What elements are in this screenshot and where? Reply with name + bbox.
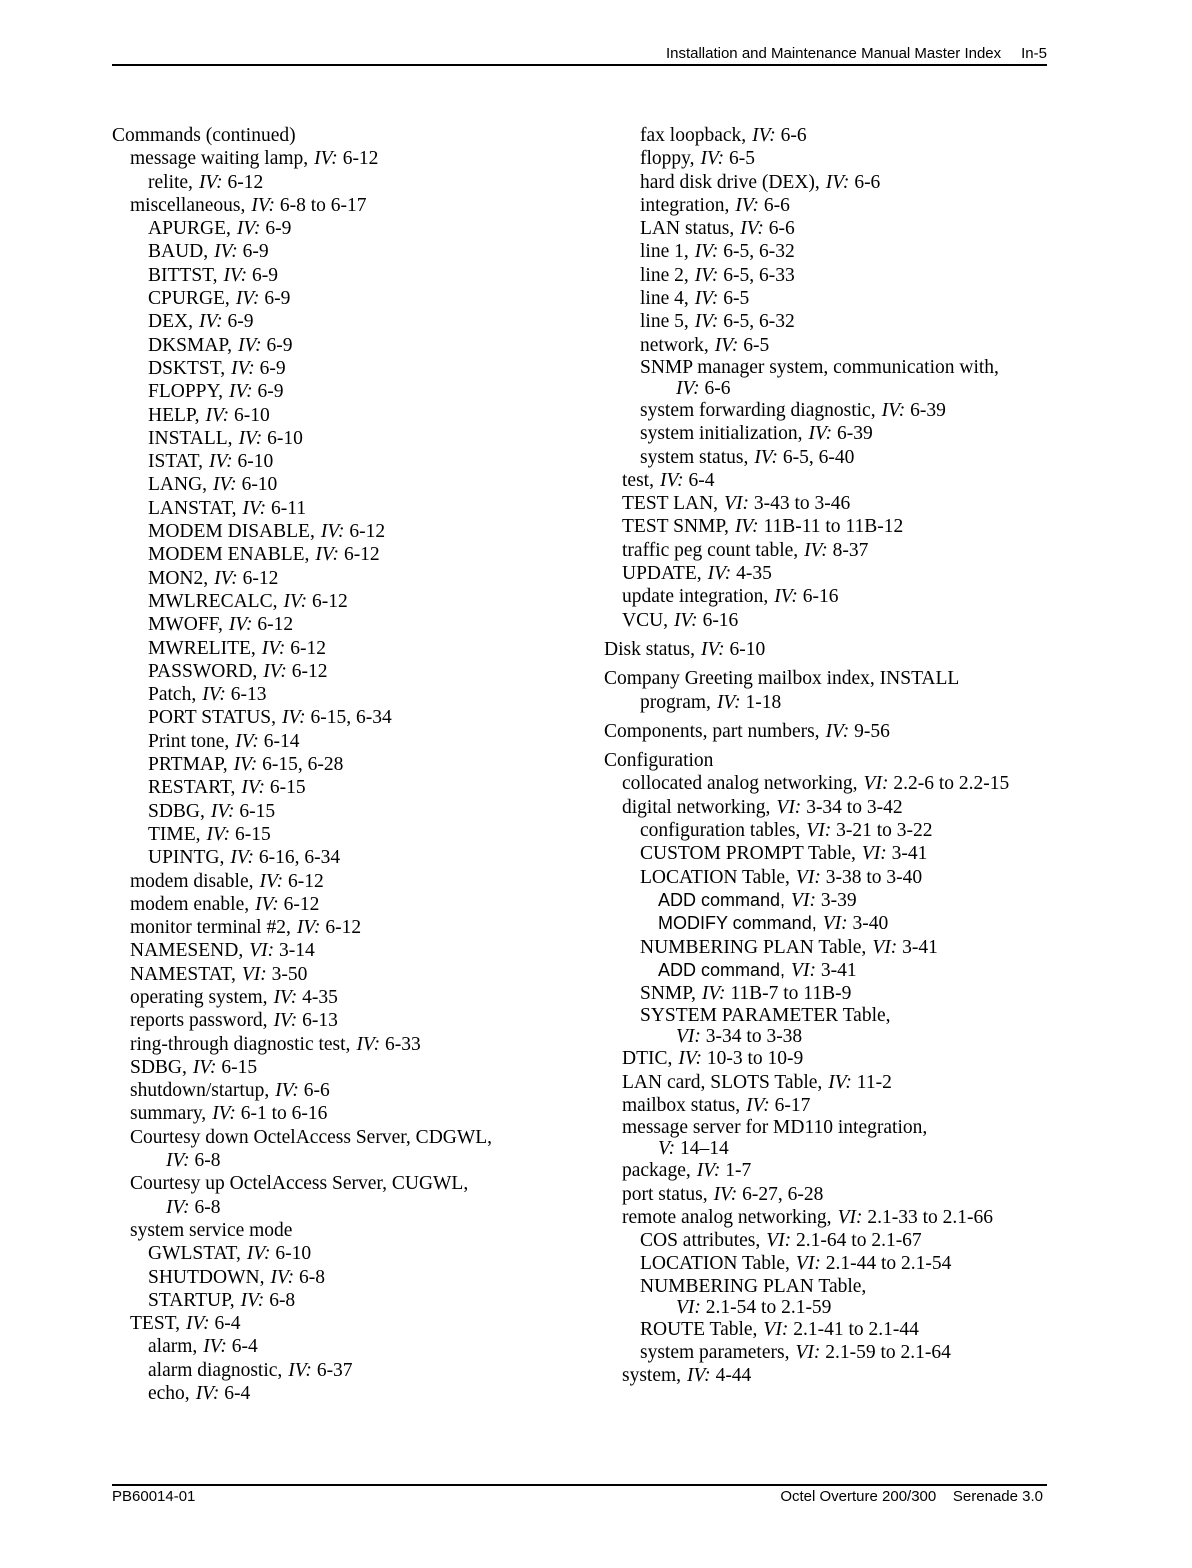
index-entry: system parameters, VI: 2.1-59 to 2.1-64: [640, 1342, 951, 1364]
index-entry: Courtesy down OctelAccess Server, CDGWL,: [130, 1126, 493, 1148]
index-entry: modem enable, IV: 6-12: [130, 893, 320, 915]
index-entry: update integration, IV: 6-16: [622, 586, 839, 608]
index-entry: alarm diagnostic, IV: 6-37: [148, 1359, 353, 1381]
index-entry: message server for MD110 integration,: [622, 1117, 928, 1139]
index-entry: PRTMAP, IV: 6-15, 6-28: [148, 754, 344, 776]
index-entry: Patch, IV: 6-13: [148, 684, 267, 706]
index-entry: NAMESTAT, VI: 3-50: [130, 963, 308, 985]
index-entry: SYSTEM PARAMETER Table,: [640, 1005, 891, 1027]
index-entry: MON2, IV: 6-12: [148, 567, 279, 589]
index-entry: CUSTOM PROMPT Table, VI: 3-41: [640, 843, 928, 865]
index-entry: MWRELITE, IV: 6-12: [148, 637, 327, 659]
index-entry-continuation: IV: 6-8: [166, 1196, 221, 1218]
index-entry: echo, IV: 6-4: [148, 1383, 251, 1405]
index-entry: system service mode: [130, 1219, 293, 1241]
index-entry: line 1, IV: 6-5, 6-32: [640, 241, 795, 263]
index-entry: ISTAT, IV: 6-10: [148, 451, 274, 473]
index-entry: hard disk drive (DEX), IV: 6-6: [640, 171, 881, 193]
index-entry: Print tone, IV: 6-14: [148, 730, 300, 752]
index-entry: SNMP, IV: 11B-7 to 11B-9: [640, 983, 852, 1005]
index-entry: mailbox status, IV: 6-17: [622, 1094, 811, 1116]
index-column-right: [604, 124, 1054, 1388]
index-entry: TEST, IV: 6-4: [130, 1313, 241, 1335]
index-entry: port status, IV: 6-27, 6-28: [622, 1183, 824, 1205]
index-column-left: [112, 124, 582, 1405]
index-entry: Components, part numbers, IV: 9-56: [604, 720, 890, 742]
index-entry: LOCATION Table, VI: 3-38 to 3-40: [640, 866, 923, 888]
index-entry: alarm, IV: 6-4: [148, 1336, 258, 1358]
index-entry: LANSTAT, IV: 6-11: [148, 497, 307, 519]
index-entry: integration, IV: 6-6: [640, 194, 790, 216]
index-entry: GWLSTAT, IV: 6-10: [148, 1243, 312, 1265]
index-entry: CPURGE, IV: 6-9: [148, 288, 291, 310]
index-entry: FLOPPY, IV: 6-9: [148, 381, 284, 403]
index-entry-continuation: VI: 3-34 to 3-38: [676, 1026, 803, 1048]
index-entry: ROUTE Table, VI: 2.1-41 to 2.1-44: [640, 1318, 919, 1340]
index-entry: ADD command, VI: 3-41: [658, 959, 857, 981]
index-entry: VCU, IV: 6-16: [622, 609, 739, 631]
index-entry: line 4, IV: 6-5: [640, 288, 750, 310]
index-entry: remote analog networking, VI: 2.1-33 to 2.1-66: [622, 1206, 993, 1228]
index-entry: LAN status, IV: 6-6: [640, 218, 795, 240]
page-header: [112, 44, 1047, 66]
index-entry: SDBG, IV: 6-15: [130, 1056, 258, 1078]
index-entry: shutdown/startup, IV: 6-6: [130, 1080, 330, 1102]
index-entry: system, IV: 4-44: [622, 1365, 752, 1387]
index-entry: INSTALL, IV: 6-10: [148, 427, 303, 449]
index-entry: MODEM ENABLE, IV: 6-12: [148, 544, 380, 566]
index-entry: NUMBERING PLAN Table, VI: 3-41: [640, 936, 938, 958]
index-entry: LANG, IV: 6-10: [148, 474, 278, 496]
index-entry: BITTST, IV: 6-9: [148, 264, 279, 286]
index-entry: LOCATION Table, VI: 2.1-44 to 2.1-54: [640, 1253, 952, 1275]
index-entry: NUMBERING PLAN Table,: [640, 1275, 867, 1297]
index-entry: test, IV: 6-4: [622, 469, 715, 491]
index-entry: package, IV: 1-7: [622, 1160, 752, 1182]
index-entry: message waiting lamp, IV: 6-12: [130, 148, 379, 170]
index-entry: STARTUP, IV: 6-8: [148, 1289, 296, 1311]
index-entry: NAMESEND, VI: 3-14: [130, 940, 315, 962]
index-entry: digital networking, VI: 3-34 to 3-42: [622, 796, 903, 818]
index-entry: Configuration: [604, 750, 714, 772]
index-entry-continuation: V: 14–14: [658, 1138, 729, 1160]
index-entry: ring-through diagnostic test, IV: 6-33: [130, 1033, 421, 1055]
index-entry: TIME, IV: 6-15: [148, 823, 271, 845]
index-entry: DKSMAP, IV: 6-9: [148, 334, 293, 356]
product-name: Octel Overture 200/300 Serenade 3.0: [780, 1488, 1043, 1505]
page-number: In-5: [1021, 45, 1047, 62]
index-entry: system status, IV: 6-5, 6-40: [640, 446, 855, 468]
document-id: PB60014-01: [112, 1488, 196, 1505]
index-entry: PORT STATUS, IV: 6-15, 6-34: [148, 707, 392, 729]
index-entry: HELP, IV: 6-10: [148, 404, 270, 426]
page-footer: [112, 1484, 1047, 1505]
index-entry: system initialization, IV: 6-39: [640, 423, 873, 445]
index-entry-continuation: IV: 6-6: [676, 377, 731, 399]
index-entry: TEST SNMP, IV: 11B-11 to 11B-12: [622, 516, 904, 538]
index-entry: DTIC, IV: 10-3 to 10-9: [622, 1048, 804, 1070]
index-entry: APURGE, IV: 6-9: [148, 218, 292, 240]
index-entry: line 2, IV: 6-5, 6-33: [640, 264, 795, 286]
index-entry: Company Greeting mailbox index, INSTALL: [604, 668, 960, 690]
index-entry: modem disable, IV: 6-12: [130, 870, 324, 892]
index-entry: configuration tables, VI: 3-21 to 3-22: [640, 820, 933, 842]
index-entry: MODEM DISABLE, IV: 6-12: [148, 521, 386, 543]
index-entry: network, IV: 6-5: [640, 334, 770, 356]
index-entry: Courtesy up OctelAccess Server, CUGWL,: [130, 1173, 469, 1195]
index-entry: collocated analog networking, VI: 2.2-6 to 2.2-15: [622, 773, 1010, 795]
index-entry: SDBG, IV: 6-15: [148, 800, 276, 822]
index-entry: summary, IV: 6-1 to 6-16: [130, 1103, 328, 1125]
index-entry: system forwarding diagnostic, IV: 6-39: [640, 399, 946, 421]
index-entry: SHUTDOWN, IV: 6-8: [148, 1266, 325, 1288]
index-entry: operating system, IV: 4-35: [130, 986, 338, 1008]
index-entry: DSKTST, IV: 6-9: [148, 357, 286, 379]
index-entry: MODIFY command, VI: 3-40: [658, 913, 889, 935]
index-entry: fax loopback, IV: 6-6: [640, 125, 807, 146]
index-entry: BAUD, IV: 6-9: [148, 241, 269, 263]
index-entry: relite, IV: 6-12: [148, 171, 264, 193]
index-entry-continuation: program, IV: 1-18: [640, 691, 782, 713]
index-entry: MWOFF, IV: 6-12: [148, 614, 294, 636]
index-entry: Disk status, IV: 6-10: [604, 638, 766, 660]
index-entry: PASSWORD, IV: 6-12: [148, 660, 328, 682]
index-entry: Commands (continued): [112, 125, 296, 146]
index-entry: COS attributes, VI: 2.1-64 to 2.1-67: [640, 1230, 922, 1252]
index-entry: ADD command, VI: 3-39: [658, 889, 857, 911]
index-entry-continuation: IV: 6-8: [166, 1150, 221, 1172]
index-entry: TEST LAN, VI: 3-43 to 3-46: [622, 493, 851, 515]
index-entry-continuation: VI: 2.1-54 to 2.1-59: [676, 1296, 832, 1318]
index-entry: reports password, IV: 6-13: [130, 1010, 338, 1032]
index-entry: MWLRECALC, IV: 6-12: [148, 590, 348, 612]
index-entry: miscellaneous, IV: 6-8 to 6-17: [130, 194, 367, 216]
index-entry: RESTART, IV: 6-15: [148, 777, 306, 799]
running-header: [666, 45, 1047, 62]
index-entry: DEX, IV: 6-9: [148, 311, 254, 333]
index-entry: monitor terminal #2, IV: 6-12: [130, 917, 362, 939]
index-entry: LAN card, SLOTS Table, IV: 11-2: [622, 1071, 892, 1093]
index-entry: traffic peg count table, IV: 8-37: [622, 539, 869, 561]
index-entry: floppy, IV: 6-5: [640, 148, 756, 170]
index-entry: SNMP manager system, communication with,: [640, 356, 999, 378]
index-entry: UPINTG, IV: 6-16, 6-34: [148, 847, 341, 869]
manual-title: Installation and Maintenance Manual Master Index: [665, 45, 1002, 62]
index-entry: line 5, IV: 6-5, 6-32: [640, 311, 795, 333]
index-entry: UPDATE, IV: 4-35: [622, 563, 772, 585]
